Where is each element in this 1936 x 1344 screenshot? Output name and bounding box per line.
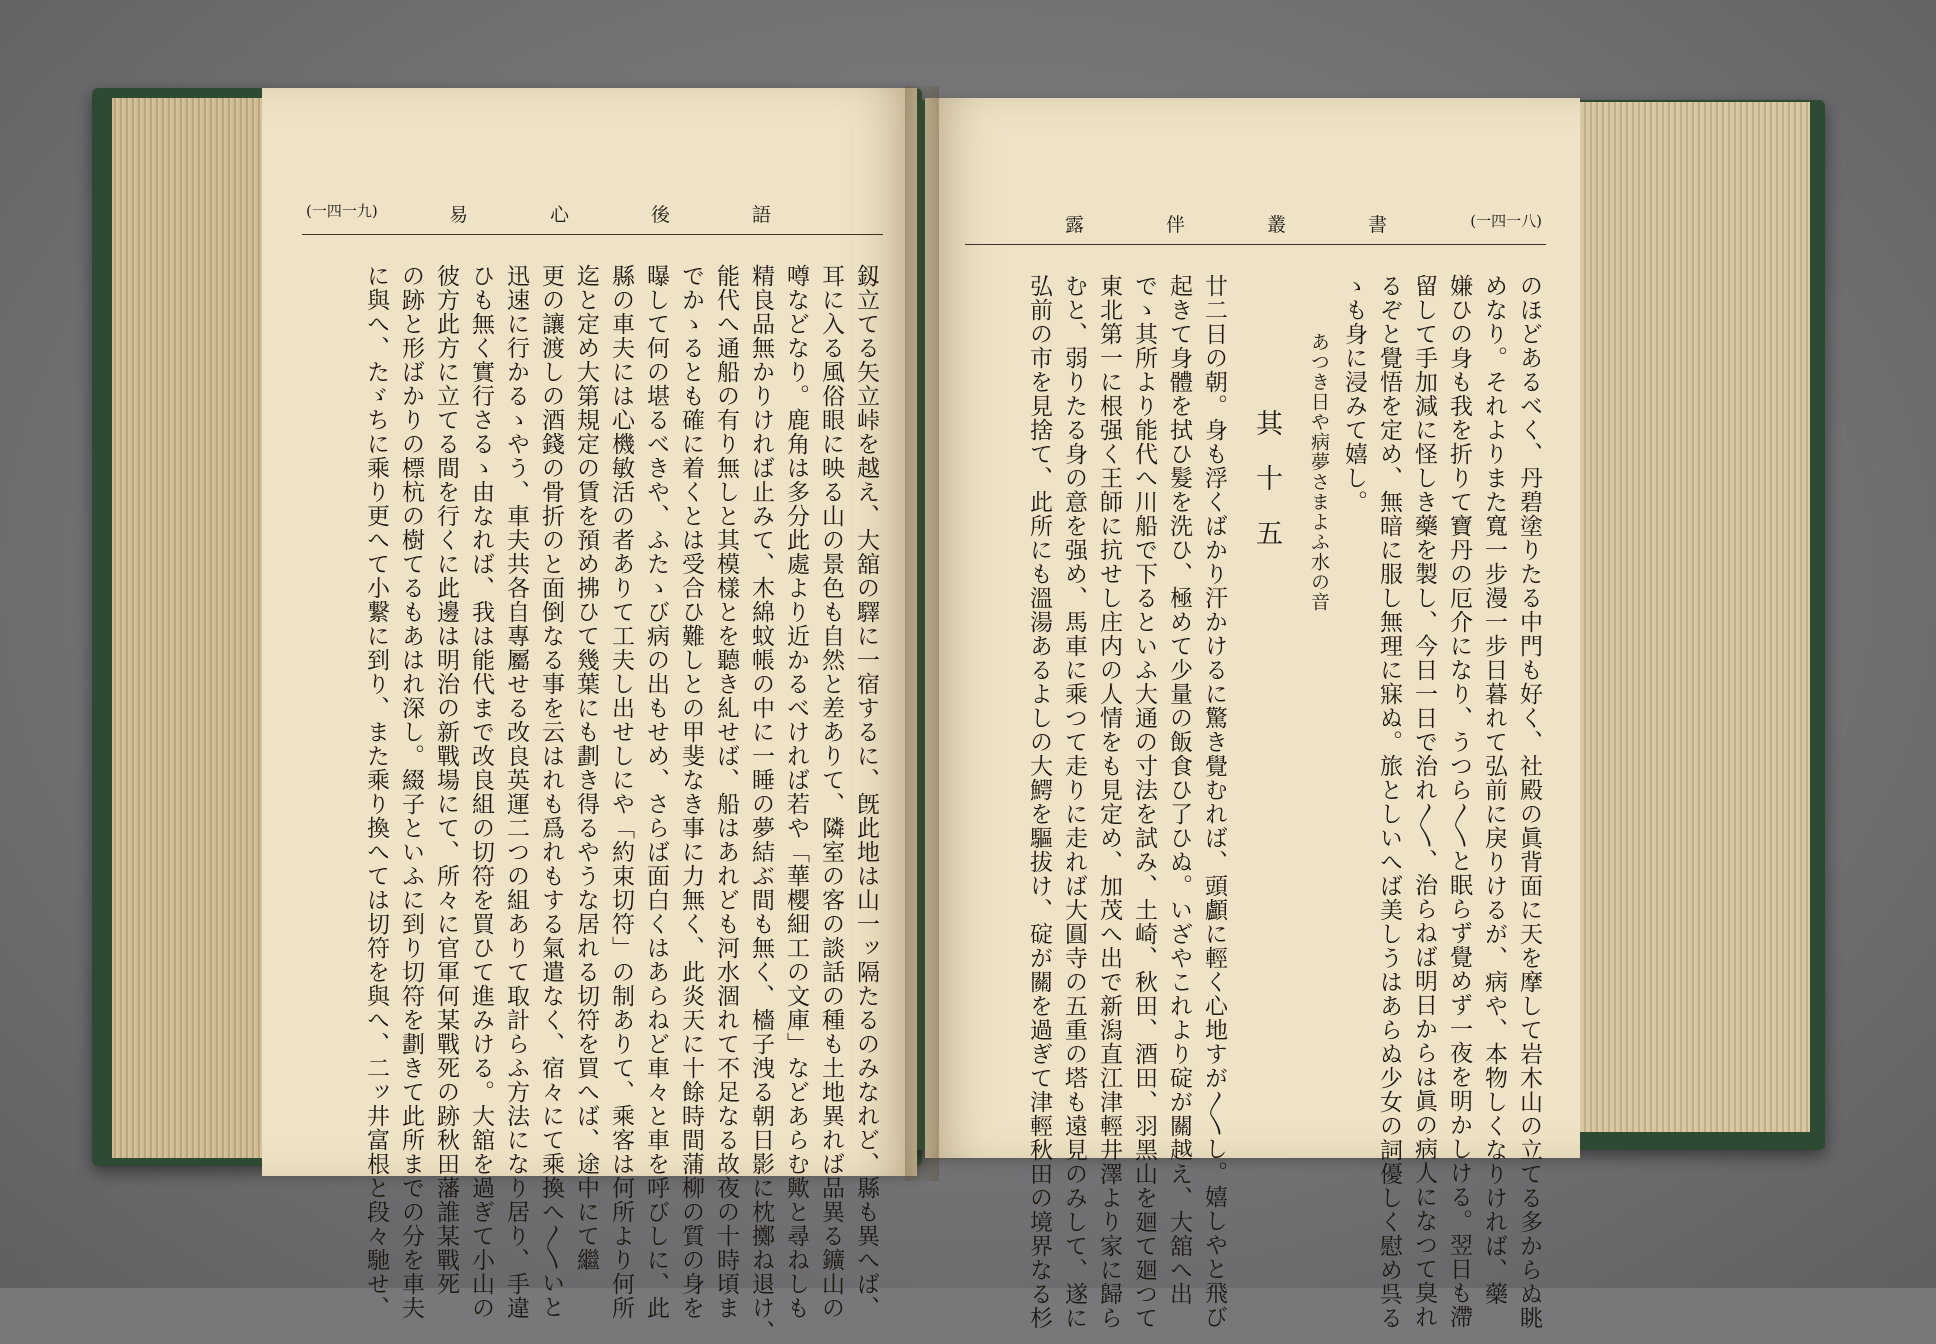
page-number-right: (一四一八) xyxy=(1470,212,1542,230)
text-column: に與へ、たゞちに乘り更へて小繋に到り、また乘り換へては切符を與へ、二ッ井富根と段々馳せ、 xyxy=(363,264,389,1320)
running-title-left: 易心後語 xyxy=(448,204,853,226)
text-column: 曝して何の堪るべきや、ふたゝび病の出もせめ、さらば面白くはあらねど車々と車を呼びしに、此 xyxy=(643,264,669,1320)
text-column: 起きて身體を拭ひ髮を洗ひ、極めて少量の飯食ひ了ひぬ。いざやこれより碇が關越え、大舘へ出 xyxy=(1166,274,1192,1306)
haiku-line: あつき日や病夢さまよふ水の音 xyxy=(1308,332,1330,612)
text-column: でゝ其所より能代へ川船で下るといふ大通の寸法を試み、土崎、秋田、酒田、羽黑山を廻て廻つて xyxy=(1131,274,1157,1330)
left-page xyxy=(262,88,917,1344)
text-column: 縣の車夫には心機敏活の者ありて工夫し出せしにや「約束切符」の制ありて、乘客は何所より何所 xyxy=(608,264,634,1320)
text-column: むと、弱りたる身の意を强め、馬車に乘つて走りに走れば大圓寺の五重の塔も遠見のみして、遂に xyxy=(1061,274,1087,1330)
text-column: 迄と定め大第規定の賃を預め拂ひて幾葉にも劃き得るやうな居れる切符を買へば、途中にて繼 xyxy=(573,264,599,1272)
text-column: 更の讓渡しの酒錢の骨折のと面倒なる事を云はれも爲れもする氣遣なく、宿々にて乘換へ〳〵いと xyxy=(538,264,564,1319)
running-header-right xyxy=(965,210,1546,246)
header-rule-left xyxy=(302,234,883,235)
text-column: 弘前の市を見捨て、此所にも溫湯あるよしの大鰐を驅拔け、碇が關を過ぎて津輕秋田の境界なる杉 xyxy=(1026,274,1052,1330)
text-column: 留して手加減に怪しき藥を製し、今日一日で治れ〳〵、治らねば明日からは眞の病人になつて臭れ xyxy=(1411,274,1437,1329)
text-column: 精良品無かりければ止みて、木綿蚊帳の中に一睡の夢結ぶ間も無く、檣子洩る朝日影に枕擲ね退け、 xyxy=(748,264,774,1344)
text-column: のほどあるべく、丹碧塗りたる中門も好く、社殿の眞背面に天を摩して岩木山の立てる多からぬ眺 xyxy=(1516,274,1542,1330)
page-number-left: (一四一九) xyxy=(306,202,378,220)
text-column: 能代へ通船の有り無しと其模樣とを聽き糺せば、船はあれども河水涸れて不足なる故夜の十時頃ま xyxy=(713,264,739,1320)
text-column: の跡と形ばかりの標杭の樹てるもあはれ深し。綴子といふに到り切符を劃きて此所までの分を車夫 xyxy=(398,264,424,1320)
text-column: 嫌ひの身も我を折りて寶丹の厄介になり、うつら〳〵と眠らず覺めず一夜を明かしける。翌日も滯 xyxy=(1446,274,1472,1329)
text-column: 噂などなり。鹿角は多分此處より近かるべければ若や「華櫻細工の文庫」などあらむ歟と尋ねしも xyxy=(783,264,809,1320)
text-column: でかゝるとも確に着くとは受合ひ難しとの甲斐なき事に力無く、此炎天に十餘時間蒲柳の質の身を xyxy=(678,264,704,1320)
running-header-left xyxy=(302,200,883,236)
text-column: ゝも身に浸みて嬉し。 xyxy=(1341,274,1367,514)
text-column: 釼立てる矢立峠を越え、大舘の驛に一宿するに、旣此地は山一ッ隔たるのみなれど、縣も異へば、 xyxy=(853,264,879,1320)
book-gutter xyxy=(905,86,939,1181)
right-page xyxy=(925,98,1580,1330)
text-column: 迅速に行かるゝやう、車夫共各自專屬せる改良英運二つの組ありて取計らふ方法になり居り、手違 xyxy=(503,264,529,1320)
text-column: 東北第一に根强く王師に抗せし庄内の人情をも見定め、加茂へ出で新潟直江津輕井澤より家に歸ら xyxy=(1096,274,1122,1330)
page-block-right xyxy=(1570,102,1810,1132)
text-column: るぞと覺悟を定め、無暗に服し無理に寐ぬ。旅としいへば美しうはあらぬ少女の詞優しく慰め呉る xyxy=(1376,274,1402,1330)
text-column: 彼方此方に立てる間を行くに此邊は明治の新戰場にて、所々に官軍何某戰死の跡秋田藩誰某戰死 xyxy=(433,264,459,1296)
header-rule-right xyxy=(965,244,1546,245)
text-column: 耳に入る風俗眼に映る山の景色も自然と差ありて、隣室の客の談話の種も土地異れば品異る鑛山の xyxy=(818,264,844,1320)
page-block-left xyxy=(112,98,272,1158)
text-column: 廿二日の朝。身も浮くばかり汗かけるに驚き覺むれば、頭顱に輕く心地すが〳〵し。嬉しやと飛び xyxy=(1201,274,1227,1329)
text-column: ひも無く實行さるゝ由なれば、我は能代まで改良組の切符を買ひて進みける。大舘を過ぎて小山の xyxy=(468,264,494,1320)
section-heading: 其十五 xyxy=(1251,409,1282,574)
body-text-left xyxy=(300,264,879,1344)
body-text-right xyxy=(963,274,1542,1330)
text-column: めなり。それよりまた寬一步漫一步日暮れて弘前に戾りけるが、病や、本物しくなりければ、藥 xyxy=(1481,274,1507,1306)
running-title-right: 露伴叢書 xyxy=(1065,214,1470,236)
